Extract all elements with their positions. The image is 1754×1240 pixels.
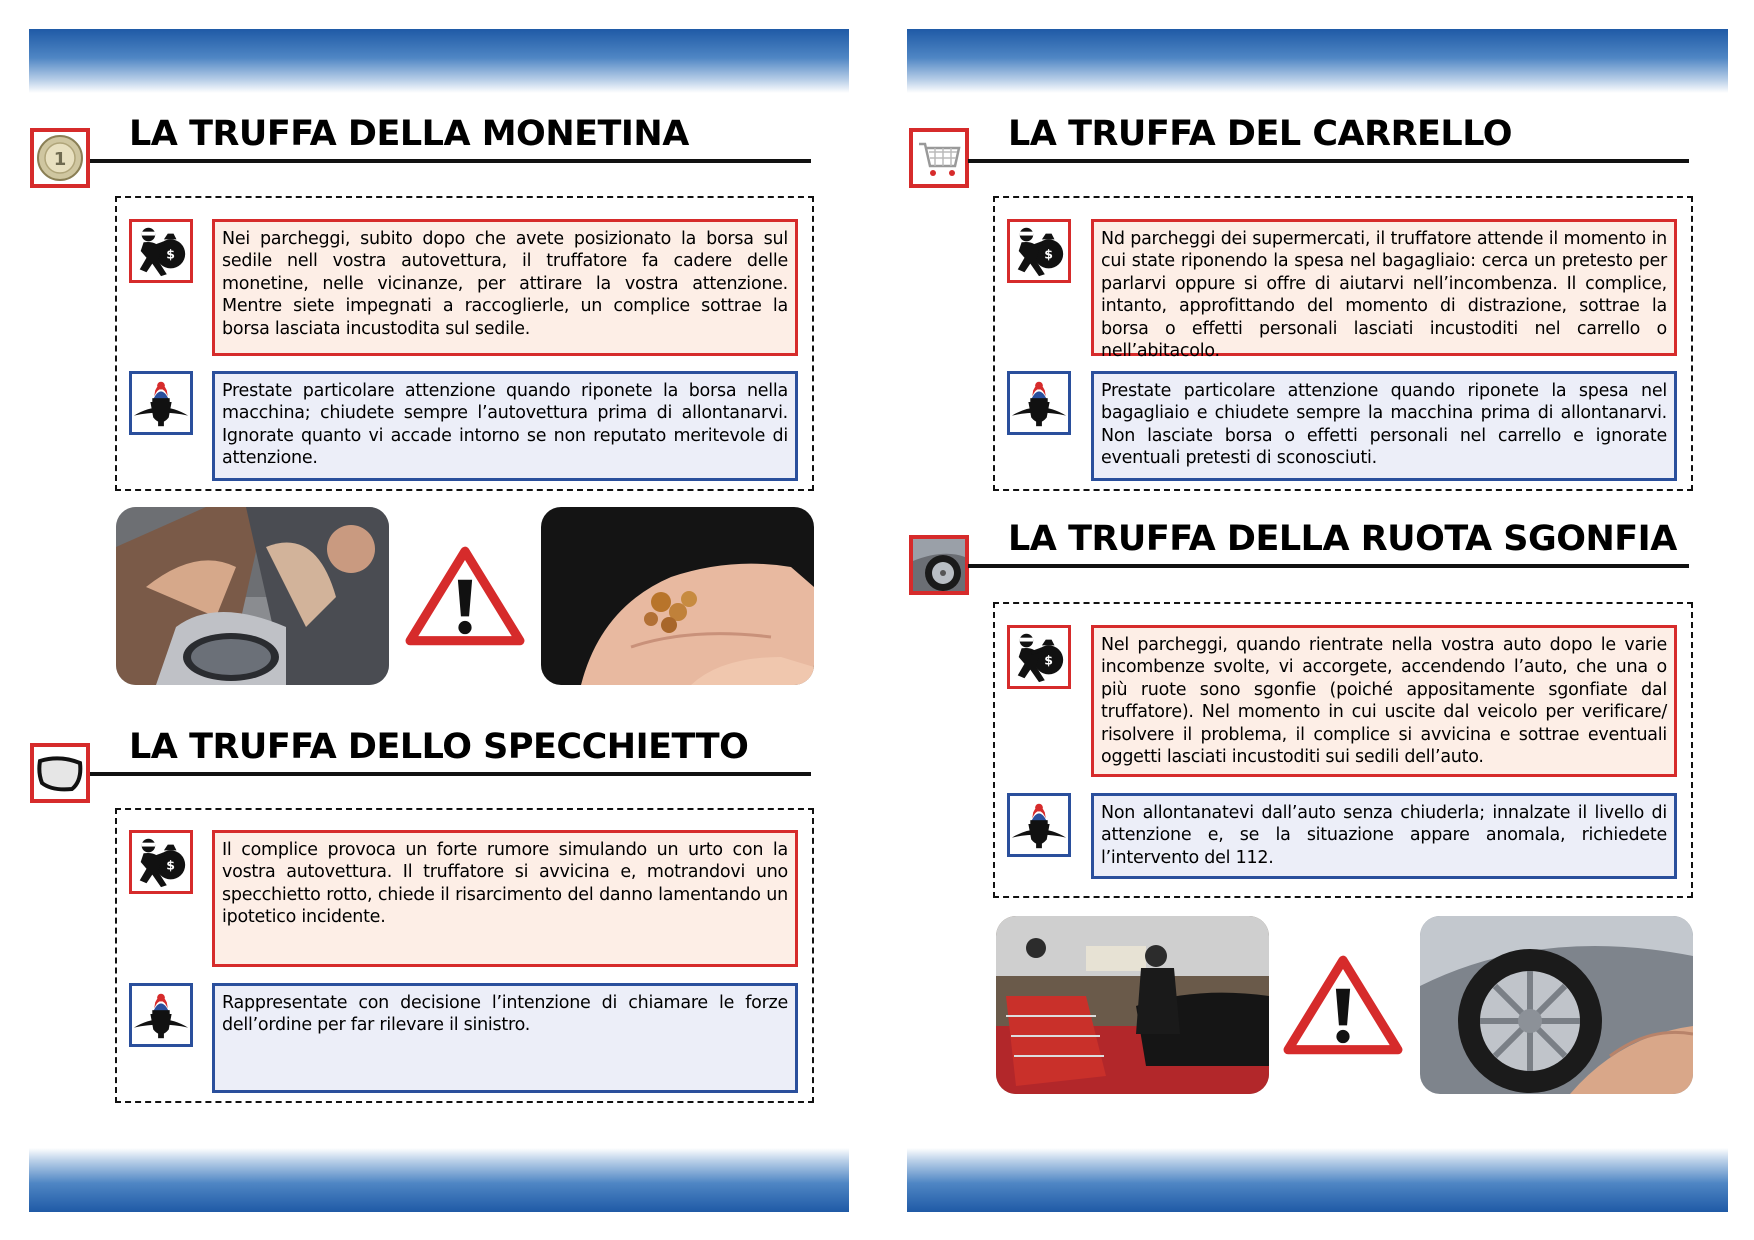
- scam-description: Nel parcheggi, quando rientrate nella vostra auto dopo le varie incombenze svolte, vi accorgete, accendendo l’auto, che una o più ruote sono sgonfie (poiché appositamente sgonfiate dal truffatore). Nel momento in cui uscite dal veicolo per verificare/ risolvere il problema, il complice si avvicina e sottrae eventuali oggetti lasciati incustoditi sui sedili dell’auto.: [1091, 625, 1677, 777]
- section-rule: [90, 159, 811, 163]
- photo-hand-with-coins: [541, 507, 814, 685]
- advice-text: Prestate particolare attenzione quando riponete la spesa nel bagagliaio e chiudete sempre la macchina prima di allontanarvi. Non lasciate borsa o effetti personali nel carrello e ignorate eventuali pretesti di sconosciuti.: [1091, 371, 1677, 481]
- section-title-specchietto: LA TRUFFA DELLO SPECCHIETTO: [129, 727, 749, 767]
- warning-triangle-icon: [404, 540, 526, 652]
- photo-parking-shopping-cart: [996, 916, 1269, 1094]
- advice-text: Non allontanatevi dall’auto senza chiuderla; innalzate il livello di attenzione e, se la situazione appare anomala, richiedete l’intervento del 112.: [1091, 793, 1677, 879]
- scam-description: Nd parcheggi dei supermercati, il truffatore attende il momento in cui state riponendo la spesa nel bagagliaio: cerca un pretesto per parlarvi oppure si offre di aiutarvi nell’incombenza. Il complice, intanto, approfittando del momento di distrazione, sottrae la borsa o effetti personali lasciati incustoditi nel carrello o nell’abitacolo.: [1091, 219, 1677, 356]
- section-title-carrello: LA TRUFFA DEL CARRELLO: [1008, 114, 1513, 154]
- advice-text: Rappresentate con decisione l’intenzione di chiamare le forze dell’ordine per far rilevare il sinistro.: [212, 983, 798, 1093]
- section-title-ruota: LA TRUFFA DELLA RUOTA SGONFIA: [1008, 519, 1677, 559]
- top-band-left: [29, 29, 849, 93]
- warning-triangle-icon: [1282, 949, 1404, 1061]
- carabiniere-icon: [1007, 371, 1071, 435]
- thief-with-money-bag-icon: [1007, 625, 1071, 689]
- section-title-monetina: LA TRUFFA DELLA MONETINA: [129, 114, 689, 154]
- thief-with-money-bag-icon: [1007, 219, 1071, 283]
- section-rule: [90, 772, 811, 776]
- carabiniere-icon: [1007, 793, 1071, 857]
- top-band-right: [907, 29, 1728, 93]
- euro-coin-icon: [30, 128, 90, 188]
- car-wheel-icon: [909, 535, 969, 595]
- advice-text: Prestate particolare attenzione quando riponete la borsa nella macchina; chiudete sempre l’autovettura prima di allontanarvi. Ignorate quanto vi accade intorno se non reputato meritevole di attenzione.: [212, 371, 798, 481]
- bottom-band-right: [907, 1148, 1728, 1212]
- photo-deflating-tire: [1420, 916, 1693, 1094]
- thief-with-money-bag-icon: [129, 219, 193, 283]
- section-rule: [968, 564, 1689, 568]
- photo-men-by-car: [116, 507, 389, 685]
- shopping-cart-icon: [909, 128, 969, 188]
- svg-text:1: 1: [53, 149, 67, 170]
- car-mirror-icon: [30, 743, 90, 803]
- carabiniere-icon: [129, 371, 193, 435]
- section-rule: [968, 159, 1689, 163]
- carabiniere-icon: [129, 983, 193, 1047]
- thief-with-money-bag-icon: [129, 830, 193, 894]
- scam-description: Nei parcheggi, subito dopo che avete posizionato la borsa sul sedile nell vostra autovettura, il truffatore fa cadere delle monetine, nelle vicinanze, per attirare la vostra attenzione. Mentre siete impegnati a raccoglierle, un complice sottrae la borsa lasciata incustodita sul sedile.: [212, 219, 798, 356]
- bottom-band-left: [29, 1148, 849, 1212]
- scam-description: Il complice provoca un forte rumore simulando un urto con la vostra autovettura. Il truffatore si avvicina e, motrandovi uno specchietto rotto, chiede il risarcimento del danno lamentando un ipotetico incidente.: [212, 830, 798, 967]
